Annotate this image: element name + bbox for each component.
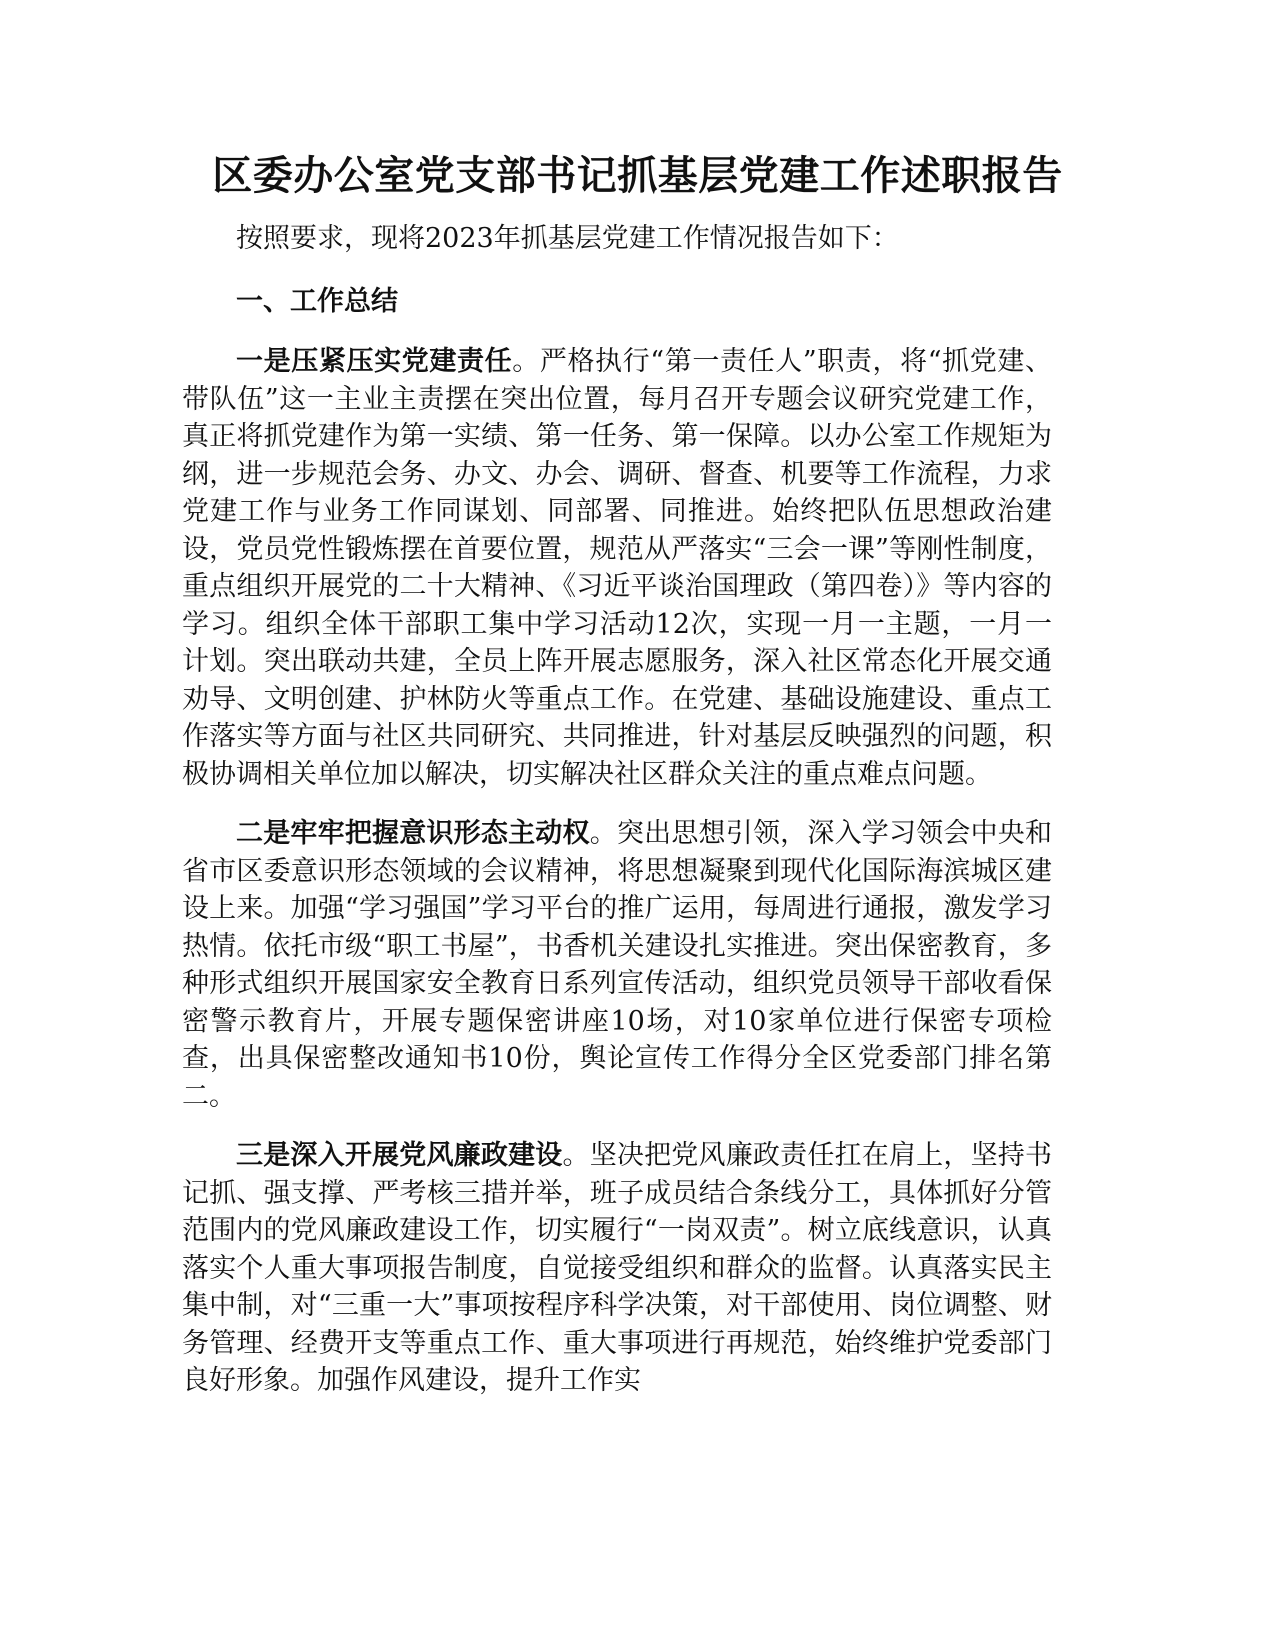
document-body xyxy=(182,220,1052,1422)
paragraph-2-lead: 二是牢牢把握意识形态主动权 xyxy=(236,818,590,849)
paragraph-3-lead: 三是深入开展党风廉政建设 xyxy=(236,1140,563,1171)
section-heading: 一、工作总结 xyxy=(236,285,398,317)
paragraph-2 xyxy=(182,815,1052,1115)
document-title: 区委办公室党支部书记抓基层党建工作述职报告 xyxy=(212,153,1063,199)
paragraph-1-text: 。严格执行“第一责任人”职责，将“抓党建、带队伍”这一主业主责摆在突出位置，每月召开专题会议研究党建工作，真正将抓党建作为第一实绩、第一任务、第一保障。以办公室工作规矩为纲，进一步规范会务、办文、办会、调研、督查、机要等工作流程，力求党建工作与业务工作同谋划、同部署、同推进。始终把队伍思想政治建设，党员党性锻炼摆在首要位置，规范从严落实“三会一课”等刚性制度，重点组织开展党的二十大精神、《习近平谈治国理政（第四卷）》等内容的学习。组织全体干部职工集中学习活动12次，实现一月一主题，一月一计划。突出联动共建，全员上阵开展志愿服务，深入社区常态化开展交通劝导、文明创建、护林防火等重点工作。在党建、基础设施建设、重点工作落实等方面与社区共同研究、共同推进，针对基层反映强烈的问题，积极协调相关单位加以解决，切实解决社区群众关注的重点难点问题。 xyxy=(182,346,1052,790)
paragraph-2-text: 。突出思想引领，深入学习领会中央和省市区委意识形态领域的会议精神，将思想凝聚到现代化国际海滨城区建设上来。加强“学习强国”学习平台的推广运用，每周进行通报，激发学习热情。依托市级“职工书屋”，书香机关建设扎实推进。突出保密教育，多种形式组织开展国家安全教育日系列宣传活动，组织党员领导干部收看保密警示教育片，开展专题保密讲座10场，对10家单位进行保密专项检查，出具保密整改通知书10份，舆论宣传工作得分全区党委部门排名第二。 xyxy=(182,818,1053,1112)
paragraph-1-lead: 一是压紧压实党建责任 xyxy=(236,346,513,377)
paragraph-1 xyxy=(182,343,1052,793)
paragraph-3 xyxy=(182,1137,1052,1400)
intro-paragraph: 按照要求，现将2023年抓基层党建工作情况报告如下： xyxy=(236,223,899,254)
paragraph-3-text: 。坚决把党风廉政责任扛在肩上，坚持书记抓、强支撑、严考核三措并举，班子成员结合条线分工，具体抓好分管范围内的党风廉政建设工作，切实履行“一岗双责”。树立底线意识，认真落实个人重大事项报告制度，自觉接受组织和群众的监督。认真落实民主集中制，对“三重一大”事项按程序科学决策，对干部使用、岗位调整、财务管理、经费开支等重点工作、重大事项进行再规范，始终维护党委部门良好形象。加强作风建设，提升工作实 xyxy=(182,1140,1053,1396)
